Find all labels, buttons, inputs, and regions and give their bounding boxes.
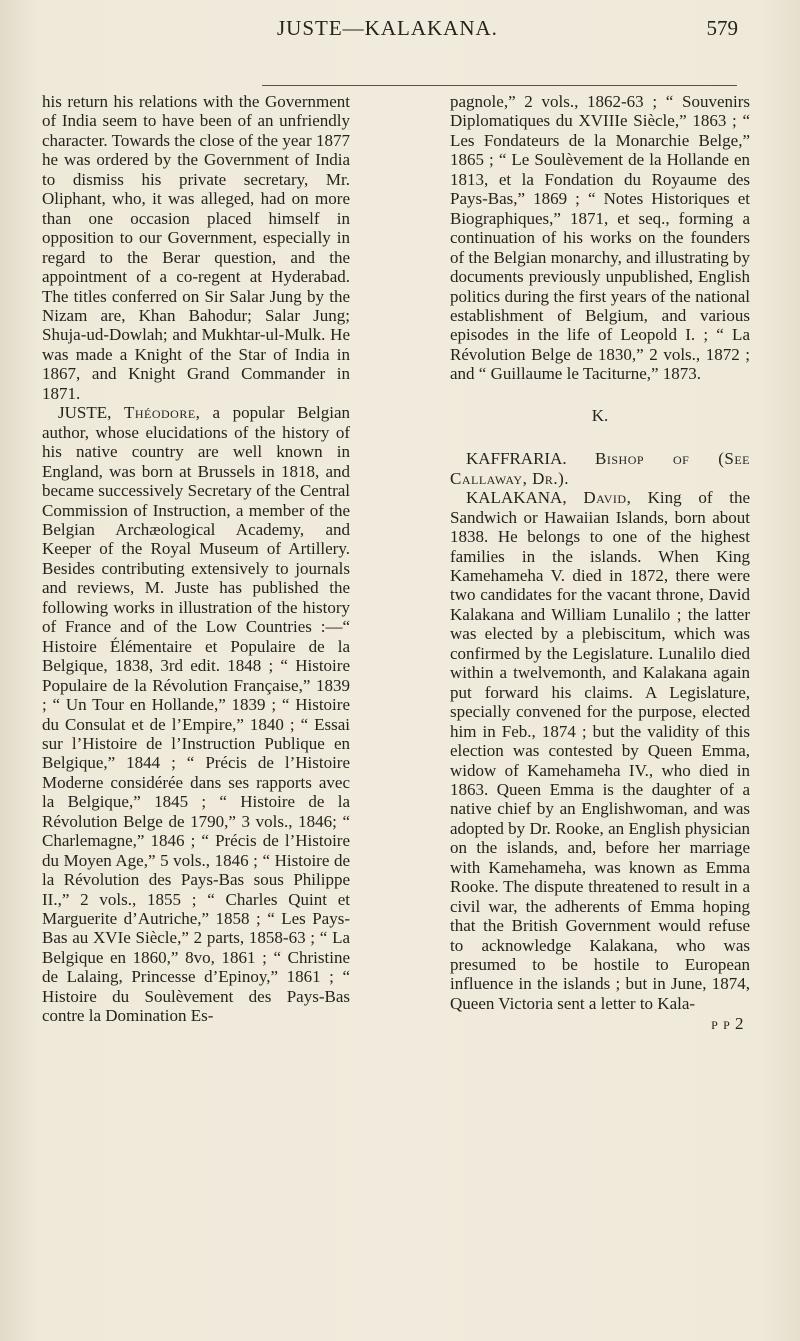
kalakana-text: , King of the Sandwich or Hawaiian Islands, born about 1838. He belongs to one of the highest families in the islands. When King Kamehameha V. died in 1872, there were two candidates for the vacant throne, David Kalakana and William Lunalilo ; the latter was elected by a plebiscitum, which was confirmed by the Legislature. Lunalilo died within a twelvemonth, and Kalakana again put forward his claims. A Legislature, specially convened for the purpose, elected him in Feb., 1874 ; but the validity of this election was contested by Queen Emma, widow of Kamehameha IV., who died in 1863. Queen Emma is the daughter of a native chief by an Englishwoman, and was adopted by Dr. Rooke, an English physician on the islands, and, before her marriage with Kamehameha, was known as Emma Rooke. The dispute threatened to result in a civil war, the adherents of Emma hoping that the British Government would refuse to acknowledge Kalakana, who was presumed to be hostile to European influence in the islands ; but in June, 1874, Queen Victoria sent a letter to Kala- (450, 488, 750, 1013)
kalakana-entry (450, 488, 750, 1013)
left-column (0, 92, 350, 1026)
juste-entry (42, 403, 350, 1026)
signature-mark: p p 2 (711, 1014, 744, 1034)
kalakana-forename: David (583, 488, 627, 508)
juste-forename: Théodore (123, 403, 196, 423)
juste-headword: JUSTE, (58, 403, 124, 423)
kaffraria-headword: KAFFRARIA. (466, 449, 596, 469)
section-letter: K. (591, 405, 609, 425)
header-rule (262, 85, 737, 86)
kalakana-headword: KALAKANA, (466, 488, 584, 508)
kaffraria-text: Bishop of (See Callaway, Dr.). (450, 449, 750, 488)
page-number: 579 (706, 16, 738, 40)
right-column (450, 92, 798, 1034)
kaffraria-entry (450, 449, 750, 488)
salar-jung-paragraph: his return his relations with the Government of India seem to have been of an unfriendly character. Towards the close of the year 1877 he was ordered by the Government of India to dismiss his private secretary, Mr. Oliphant, who, it was alleged, had on more than one occasion placed himself in opposition to our Government, especially in regard to the Berar question, and the appointment of a co-regent at Hyderabad. The titles conferred on Sir Salar Jung by the Nizam are, Khan Bahodur; Salar Jung; Shuja-ud-Dowlah; and Mukhtar-ul-Mulk. He was made a Knight of the Star of India in 1867, and Knight Grand Commander in 1871. (42, 92, 350, 403)
juste-text: , a popular Belgian author, whose elucidations of the history of his native country are well known in England, was born at Brussels in 1818, and became successively Secretary of the Central Commission of Instruction, a member of the Belgian Archæological Academy, and Keeper of the Royal Museum of Artillery. Besides contributing extensively to journals and reviews, M. Juste has published the following works in illustration of the history of France and of the Low Countries :—“ Histoire Élémentaire et Populaire de la Belgique, 1838, 3rd edit. 1848 ; “ Histoire Populaire de la Révolution Française,” 1839 ; “ Un Tour en Hollande,” 1839 ; “ Histoire du Consulat et de l’Empire,” 1840 ; “ Essai sur l’Histoire de l’Instruction Publique en Belgique,” 1844 ; “ Précis de l’Histoire Moderne considérée dans ses rapports avec la Belgique,” 1845 ; “ Histoire de la Révolution Belge de 1790,” 3 vols., 1846; “ Charlemagne,” 1846 ; “ Précis de l’Histoire du Moyen Age,” 5 vols., 1846 ; “ Histoire de la Révolution des Pays-Bas sous Philippe II.,” 2 vols., 1855 ; “ Charles Quint et Marguerite d’Autriche,” 1858 ; “ Les Pays-Bas au XVIe Siècle,” 2 parts, 1858-63 ; “ La Belgique en 1860,” 8vo, 1861 ; “ Christine de Lalaing, Princesse d’Epinoy,” 1861 ; “ Histoire du Soulèvement des Pays-Bas contre la Domination Es- (42, 403, 350, 1026)
page-header (262, 12, 738, 48)
running-head: JUSTE—KALAKANA. (277, 16, 498, 40)
juste-continuation: pagnole,” 2 vols., 1862-63 ; “ Souvenirs Diplomatiques du XVIIIe Siècle,” 1863 ; “ Les Fondateurs de la Monarchie Belge,” 1865 ; “ Le Soulèvement de la Hollande en 1813, et la Fondation du Royaume des Pays-Bas,” 1869 ; “ Notes Historiques et Biographiques,” 1871, et seq., forming a continuation of his works on the founders of the Belgian monarchy, and illustrating by documents previously unpublished, English politics during the first years of the national establishment of Belgium, and various episodes in the life of Leopold I. ; “ La Révolution Belge de 1830,” 2 vols., 1872 ; and “ Guillaume le Taciturne,” 1873. (450, 92, 750, 384)
